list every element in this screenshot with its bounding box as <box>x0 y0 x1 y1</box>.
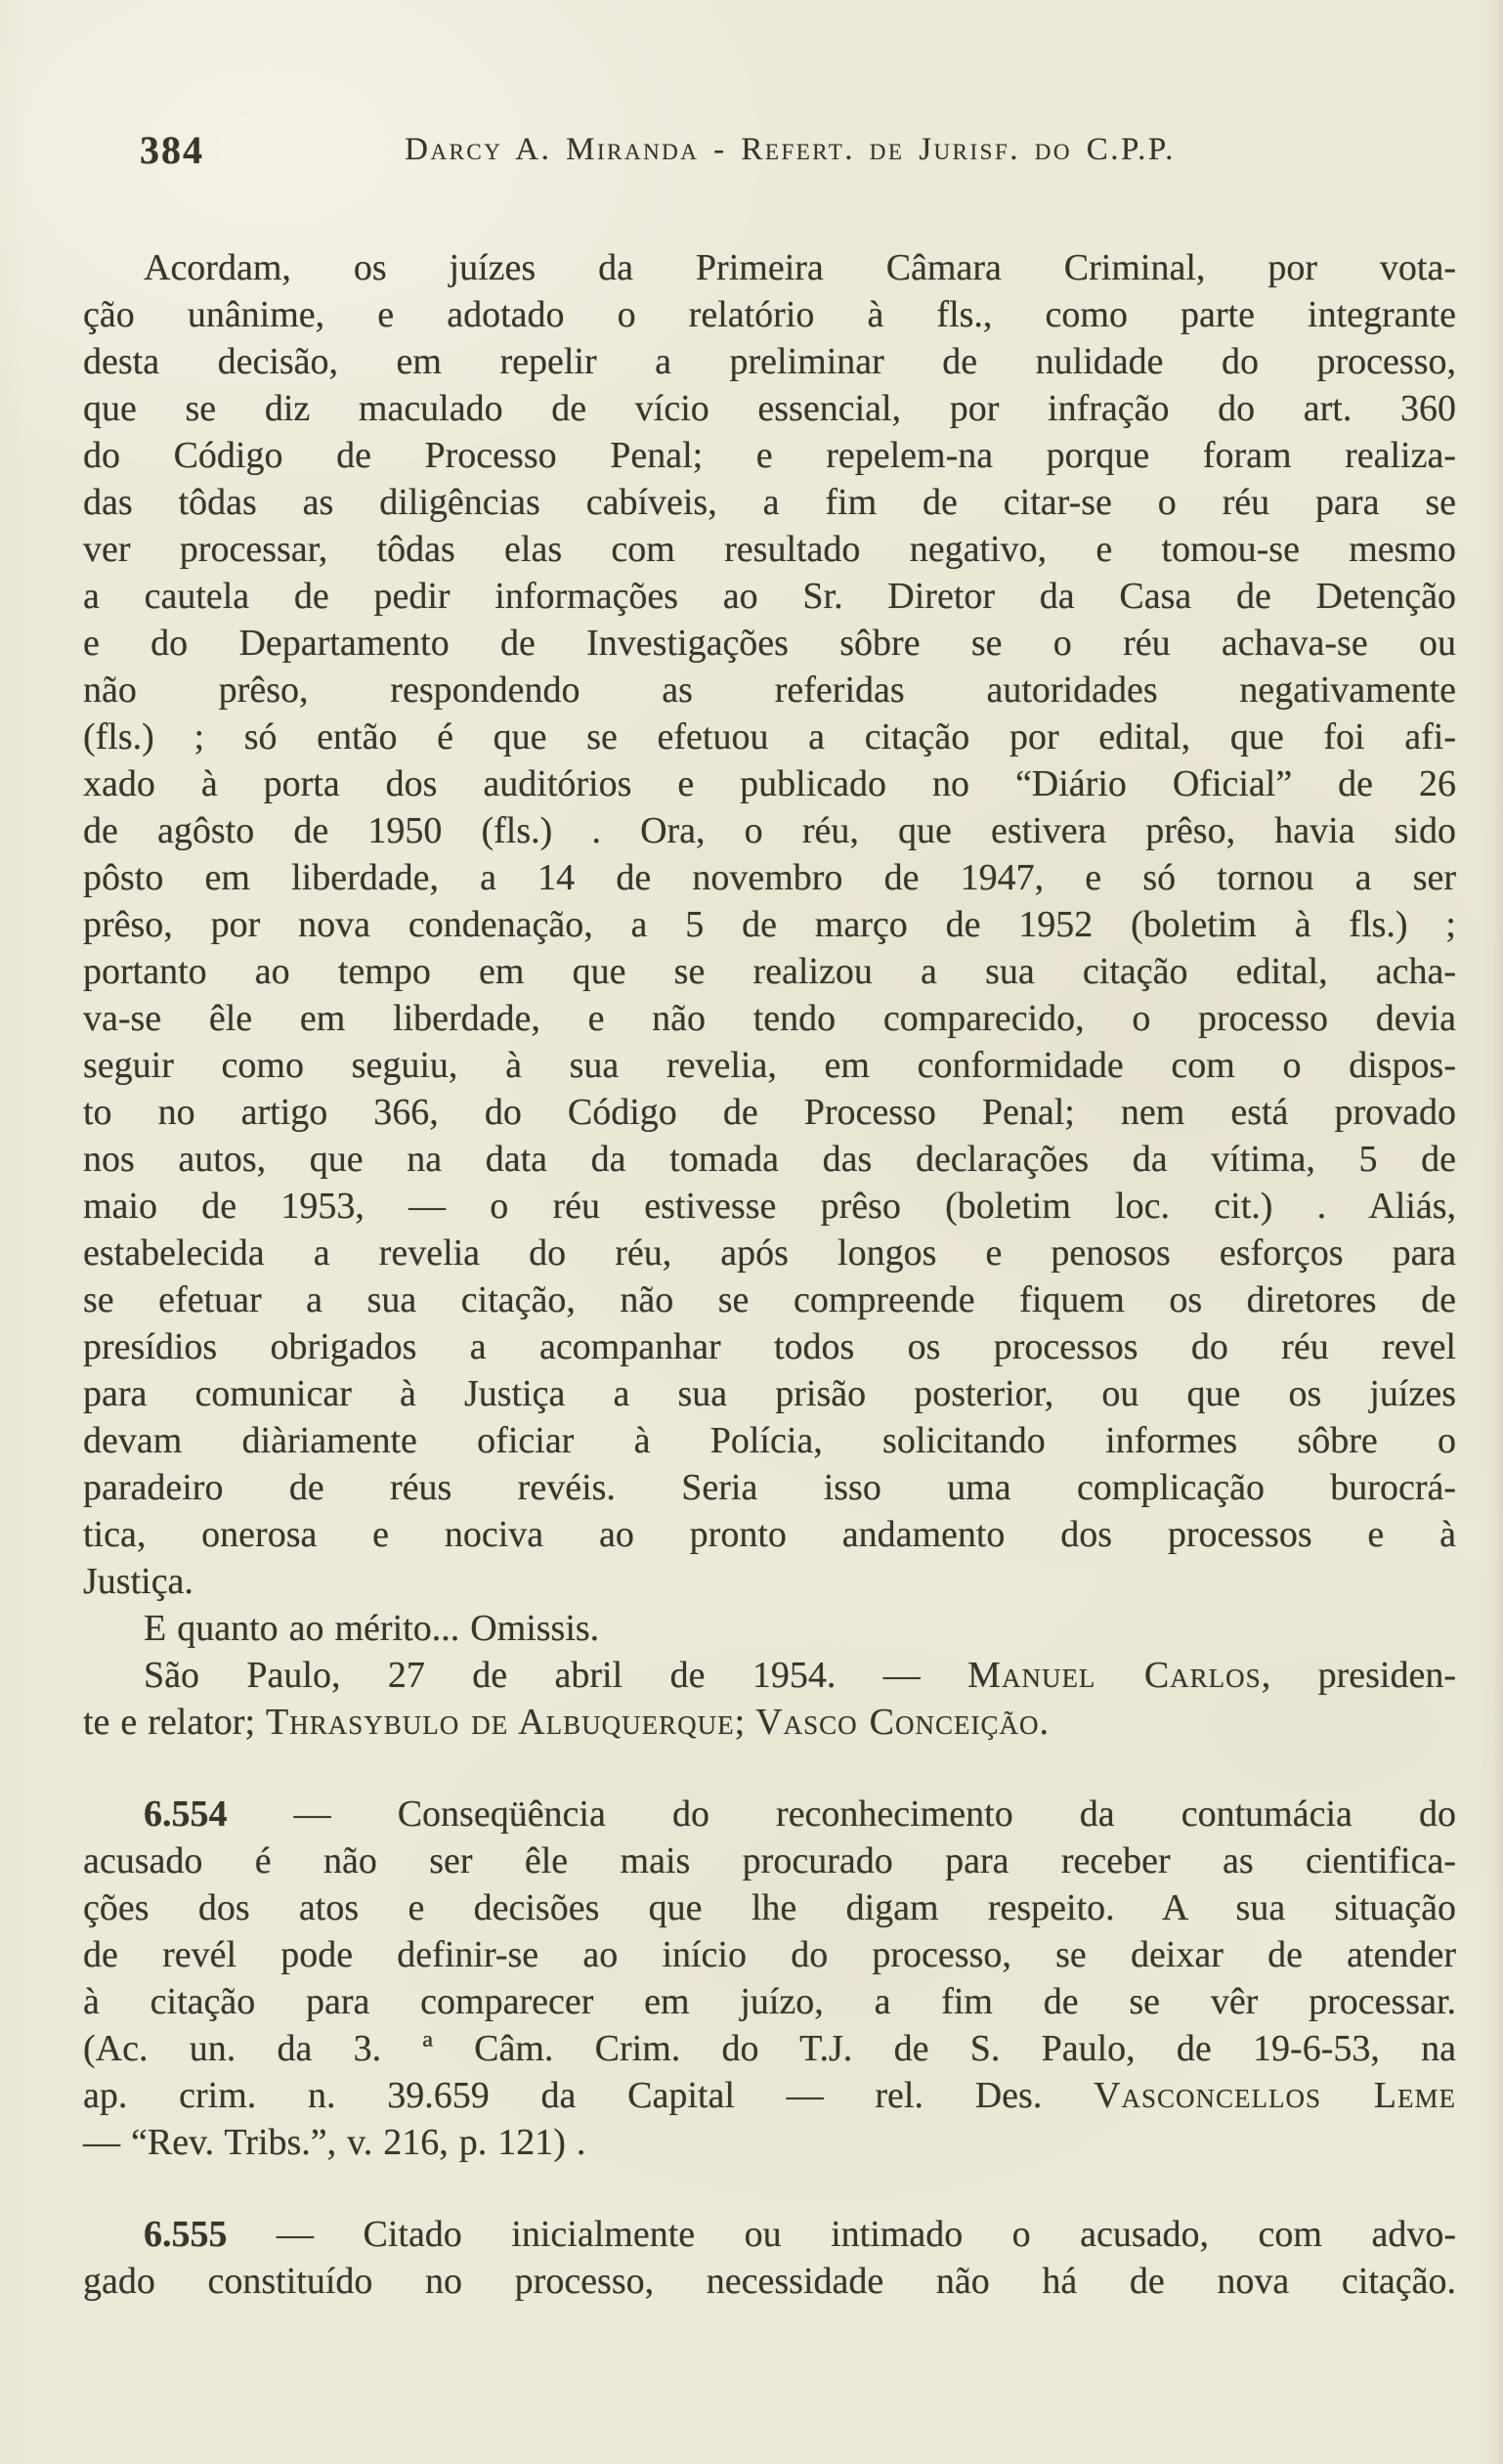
page-number: 384 <box>140 128 204 172</box>
text-segment: E quanto ao mérito... Omissis. <box>144 1608 600 1649</box>
person-name: Vasconcellos Leme <box>1094 2075 1457 2116</box>
text-segment: ções dos atos e decisões que lhe digam respeito. A sua situação <box>83 1887 1456 1928</box>
acordao-text-line-9 <box>83 620 1456 667</box>
text-segment: — “Rev. Tribs.”, v. 216, p. 121) . <box>83 2122 586 2163</box>
data-assinaturas-line-2 <box>83 1699 1456 1746</box>
verbete-6554-line-2 <box>83 1837 1456 1884</box>
running-header <box>83 125 1456 180</box>
acordao-text-line-26 <box>83 1417 1456 1464</box>
verbete-6554 <box>83 1791 1456 2166</box>
verbete-6554-line-1 <box>83 1791 1456 1837</box>
text-segment: devam diàriamente oficiar à Polícia, solicitando informes sôbre o <box>83 1420 1456 1461</box>
acordao-text-line-2 <box>83 291 1456 338</box>
text-segment: paradeiro de réus revéis. Seria isso uma complicação burocrá- <box>83 1467 1456 1508</box>
acordao-text-line-17 <box>83 995 1456 1042</box>
verbete-6555-line-2 <box>83 2258 1456 2305</box>
text-segment: — Conseqüência do reconhecimento da contumácia do <box>227 1794 1456 1835</box>
text-segment: para comunicar à Justiça a sua prisão posterior, ou que os juízes <box>83 1373 1456 1414</box>
text-segment: ção unânime, e adotado o relatório à fls., como parte integrante <box>83 294 1456 335</box>
acordao-text-line-4 <box>83 385 1456 432</box>
acordao-text-line-1 <box>83 244 1456 291</box>
verbete-6554-line-5 <box>83 1978 1456 2025</box>
person-name: Vasco Conceição <box>755 1702 1040 1743</box>
text-segment: te e relator; <box>83 1702 267 1743</box>
text-segment: desta decisão, em repelir a preliminar de nulidade do processo, <box>83 341 1456 382</box>
text-segment: — Citado inicialmente ou intimado o acusado, com advo- <box>227 2214 1456 2255</box>
text-segment: de revél pode definir-se ao início do processo, se deixar de atender <box>83 1934 1456 1975</box>
text-body <box>83 244 1456 2305</box>
acordao-text-line-22 <box>83 1230 1456 1276</box>
text-segment: não prêso, respondendo as referidas autoridades negativamente <box>83 670 1456 711</box>
acordao-text-line-18 <box>83 1042 1456 1089</box>
running-title: Darcy A. Miranda - Refert. de Jurisf. do C.P.P. <box>405 132 1176 167</box>
text-segment: . <box>1039 1702 1049 1743</box>
acordao-text-line-24 <box>83 1323 1456 1370</box>
acordao-text-line-10 <box>83 667 1456 713</box>
acordao-text-line-27 <box>83 1464 1456 1511</box>
merito-omissis-line-1 <box>83 1605 1456 1652</box>
verbete-6554-line-8 <box>83 2119 1456 2166</box>
acordao-text-line-7 <box>83 526 1456 573</box>
text-segment: e do Departamento de Investigações sôbre se o réu achava-se ou <box>83 623 1456 664</box>
verbete-6555 <box>83 2211 1456 2305</box>
text-segment: ap. crim. n. 39.659 da Capital — rel. Des. <box>83 2075 1095 2116</box>
text-segment: das tôdas as diligências cabíveis, a fim de citar-se o réu para se <box>83 482 1456 523</box>
text-segment: gado constituído no processo, necessidade não há de nova citação. <box>83 2261 1456 2302</box>
text-segment: pôsto em liberdade, a 14 de novembro de 1947, e só tornou a ser <box>83 857 1456 898</box>
text-segment: de agôsto de 1950 (fls.) . Ora, o réu, que estivera prêso, havia sido <box>83 810 1456 851</box>
text-segment: (fls.) ; só então é que se efetuou a citação por edital, que foi afi- <box>83 716 1456 757</box>
text-segment: São Paulo, 27 de abril de 1954. — <box>144 1655 968 1696</box>
text-segment: to no artigo 366, do Código de Processo Penal; nem está provado <box>83 1092 1456 1133</box>
verbete-6554-line-3 <box>83 1884 1456 1931</box>
acordao-text-line-11 <box>83 713 1456 760</box>
acordao-text-line-25 <box>83 1370 1456 1417</box>
text-segment: Acordam, os juízes da Primeira Câmara Criminal, por vota- <box>144 247 1456 288</box>
acordao-text-line-8 <box>83 573 1456 620</box>
acordao-text <box>83 244 1456 1605</box>
text-segment: tica, onerosa e nociva ao pronto andamento dos processos e à <box>83 1514 1456 1555</box>
text-segment: ; <box>734 1702 756 1743</box>
text-segment: portanto ao tempo em que se realizou a sua citação edital, acha- <box>83 951 1456 992</box>
text-segment: se efetuar a sua citação, não se compreende fiquem os diretores de <box>83 1279 1456 1320</box>
acordao-text-line-15 <box>83 901 1456 948</box>
acordao-text-line-20 <box>83 1136 1456 1183</box>
text-segment: prêso, por nova condenação, a 5 de março de 1952 (boletim à fls.) ; <box>83 904 1456 945</box>
data-assinaturas <box>83 1652 1456 1746</box>
text-segment: , presiden- <box>1261 1655 1456 1696</box>
verbete-6554-line-6 <box>83 2025 1456 2072</box>
acordao-text-line-3 <box>83 338 1456 385</box>
text-segment: à citação para comparecer em juízo, a fim de se vêr processar. <box>83 1981 1456 2022</box>
text-segment: que se diz maculado de vício essencial, por infração do art. 360 <box>83 388 1456 429</box>
acordao-text-line-19 <box>83 1089 1456 1136</box>
text-segment: seguir como seguiu, à sua revelia, em conformidade com o dispos- <box>83 1045 1456 1086</box>
text-segment: a cautela de pedir informações ao Sr. Diretor da Casa de Detenção <box>83 576 1456 617</box>
text-segment: xado à porta dos auditórios e publicado no “Diário Oficial” de 26 <box>83 763 1456 804</box>
text-segment: presídios obrigados a acompanhar todos os processos do réu revel <box>83 1326 1456 1367</box>
acordao-text-line-21 <box>83 1183 1456 1230</box>
merito-omissis <box>83 1605 1456 1652</box>
text-segment: nos autos, que na data da tomada das declarações da vítima, 5 de <box>83 1139 1456 1180</box>
text-segment: acusado é não ser êle mais procurado para receber as cientifica- <box>83 1840 1456 1881</box>
verbete-6554-line-7 <box>83 2072 1456 2119</box>
acordao-text-line-13 <box>83 807 1456 854</box>
text-segment: 6.555 <box>144 2214 228 2255</box>
acordao-text-line-29 <box>83 1558 1456 1605</box>
acordao-text-line-16 <box>83 948 1456 995</box>
text-segment: va-se êle em liberdade, e não tendo comparecido, o processo devia <box>83 998 1456 1039</box>
acordao-text-line-5 <box>83 432 1456 479</box>
text-segment: (Ac. un. da 3. ª Câm. Crim. do T.J. de S. Paulo, de 19-6-53, na <box>83 2028 1456 2069</box>
acordao-text-line-12 <box>83 760 1456 807</box>
acordao-text-line-6 <box>83 479 1456 526</box>
text-segment: do Código de Processo Penal; e repelem-na porque foram realiza- <box>83 435 1456 476</box>
text-segment: ver processar, tôdas elas com resultado negativo, e tomou-se mesmo <box>83 529 1456 570</box>
text-segment: Justiça. <box>83 1561 193 1602</box>
verbete-6554-line-4 <box>83 1931 1456 1978</box>
verbete-6555-line-1 <box>83 2211 1456 2258</box>
text-segment: 6.554 <box>144 1794 228 1835</box>
acordao-text-line-14 <box>83 854 1456 901</box>
data-assinaturas-line-1 <box>83 1652 1456 1699</box>
person-name: Manuel Carlos <box>967 1655 1262 1696</box>
text-segment: estabelecida a revelia do réu, após longos e penosos esforços para <box>83 1232 1456 1274</box>
text-segment: maio de 1953, — o réu estivesse prêso (boletim loc. cit.) . Aliás, <box>83 1186 1456 1227</box>
person-name: Thrasybulo de Albuquerque <box>266 1702 735 1743</box>
acordao-text-line-23 <box>83 1276 1456 1323</box>
acordao-text-line-28 <box>83 1511 1456 1558</box>
